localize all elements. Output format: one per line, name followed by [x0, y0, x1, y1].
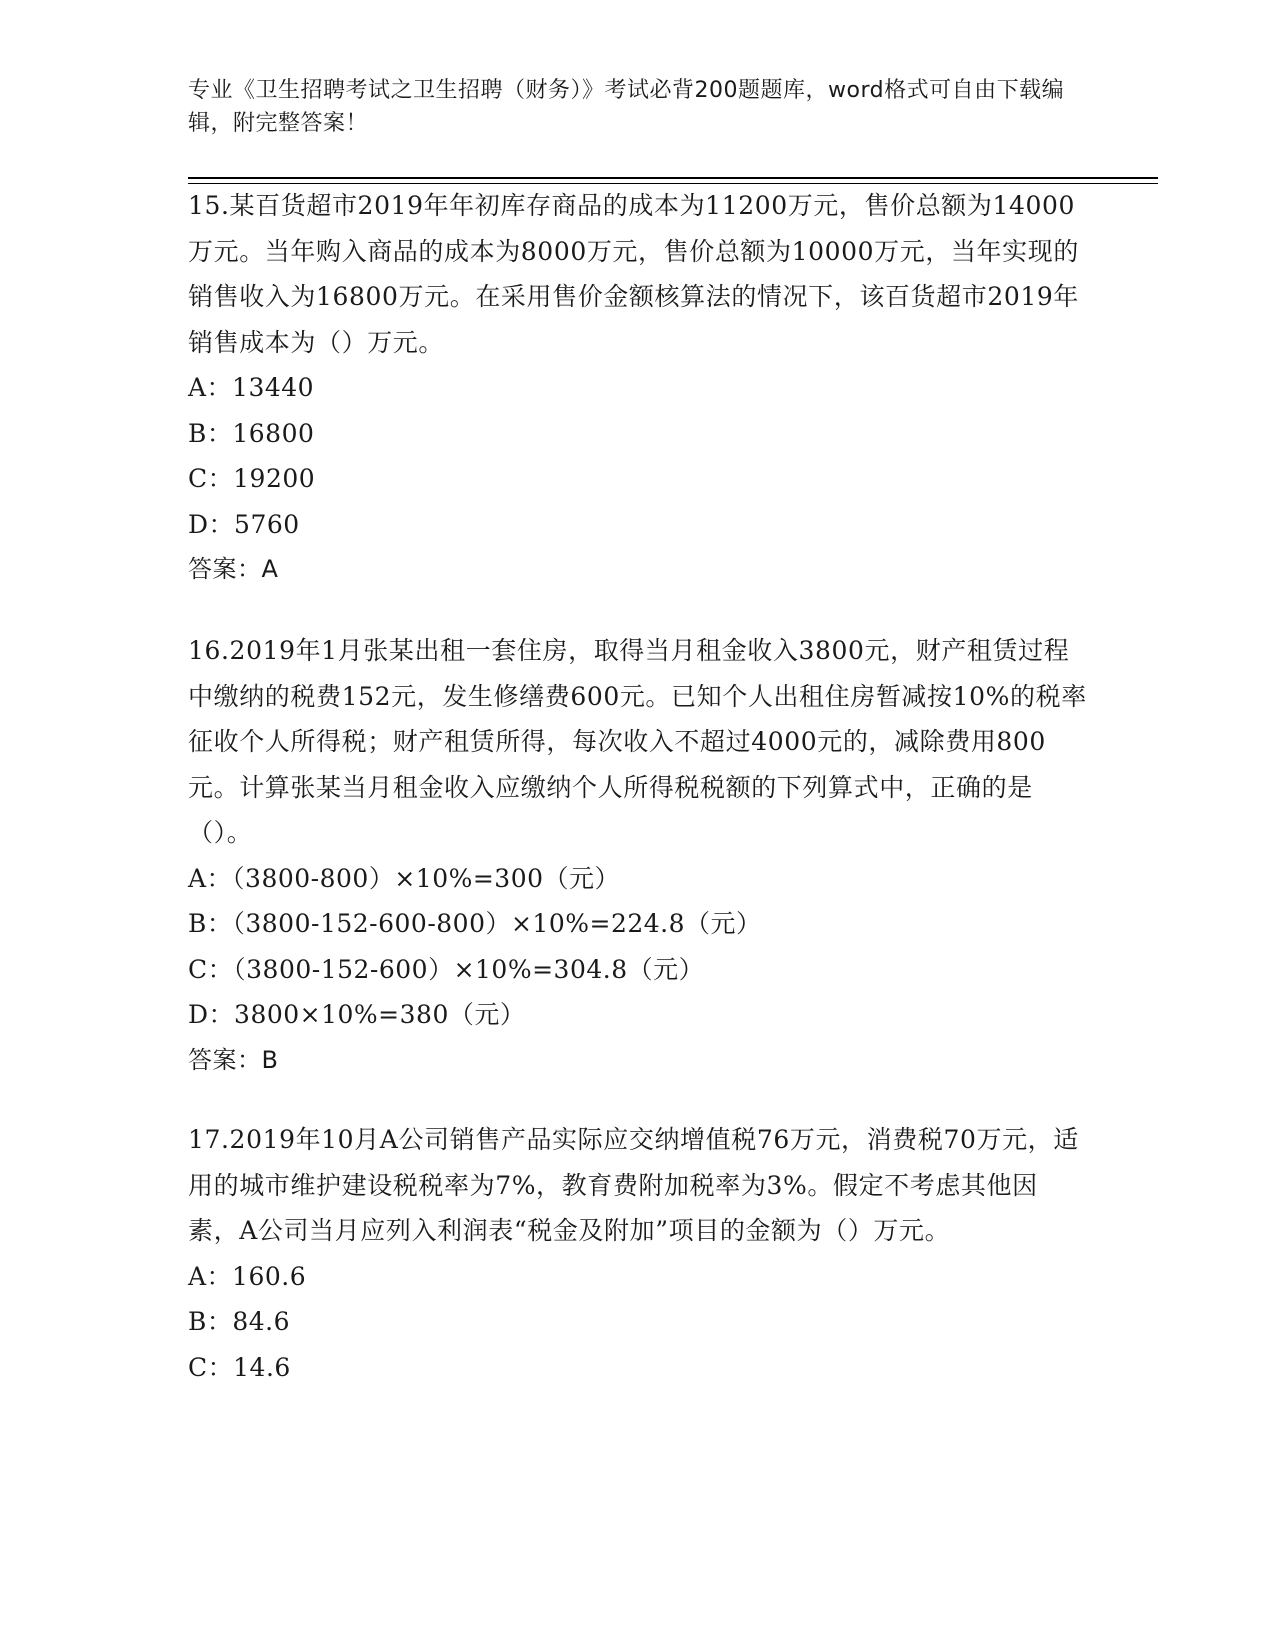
option-b: B：16800 [188, 418, 315, 448]
option-d: D：5760 [188, 509, 300, 539]
option-a: A：（3800-800）×10%=300（元） [188, 863, 621, 893]
option-c: C：19200 [188, 464, 316, 493]
document-header: 专业《卫生招聘考试之卫生招聘（财务）》考试必背200题题库，word格式可自由下载编辑，附完整答案！ [188, 78, 1065, 136]
question-stem: 16.2019年1月张某出租一套住房，取得当月租金收入3800元，财产租赁过程中缴纳的税费152元，发生修缮费600元。已知个人出租住房暂减按10%的税率征收个人所得税；财产租赁所得，每次收入不超过4000元的，减除费用800元。计算张某当月租金收入应缴纳个人所得税税额的下列算式中，正确的是（）。 [188, 636, 1087, 847]
option-b: B：（3800-152-600-800）×10%=224.8（元） [188, 909, 762, 938]
header-divider-thick [188, 177, 1158, 179]
option-a: A：160.6 [188, 1261, 307, 1291]
question-17 [188, 1117, 1088, 1390]
option-a: A：13440 [188, 373, 315, 402]
question-stem: 17.2019年10月A公司销售产品实际应交纳增值税76万元，消费税70万元，适用的城市维护建设税税率为7%，教育费附加税率为3%。假定不考虑其他因素，A公司当月应列入利润表“税金及附加”项目的金额为（）万元。 [188, 1125, 1079, 1245]
question-15 [188, 183, 1088, 592]
question-stem: 15.某百货超市2019年年初库存商品的成本为11200万元，售价总额为14000万元。当年购入商品的成本为8000万元，售价总额为10000万元，当年实现的销售收入为16800万元。在采用售价金额核算法的情况下，该百货超市2019年销售成本为（）万元。 [188, 191, 1079, 357]
question-16 [188, 628, 1088, 1083]
option-c: C：14.6 [188, 1352, 291, 1382]
answer-label: 答案：A [188, 555, 279, 583]
answer-label: 答案：B [188, 1045, 279, 1074]
option-c: C：（3800-152-600）×10%=304.8（元） [188, 954, 705, 984]
option-d: D：3800×10%=380（元） [188, 1000, 526, 1029]
option-b: B：84.6 [188, 1307, 291, 1336]
